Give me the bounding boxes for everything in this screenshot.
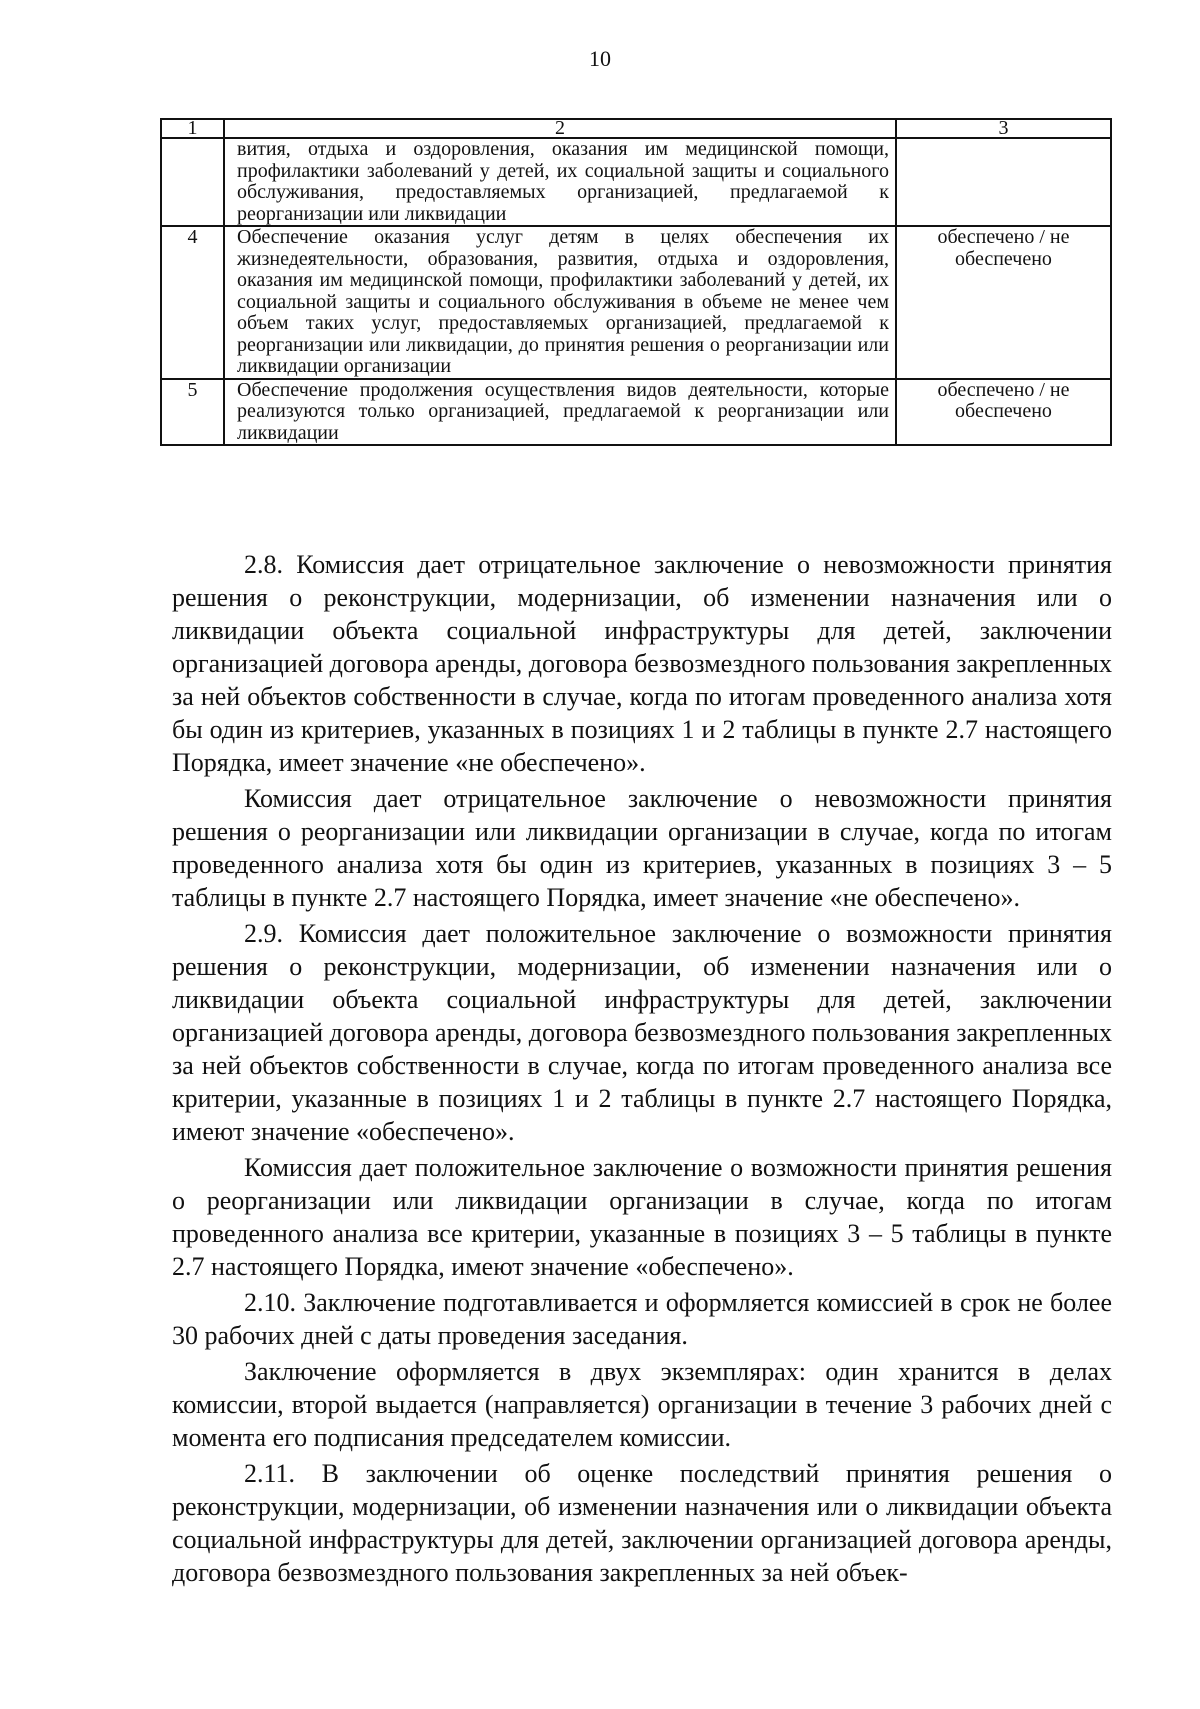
table-row <box>161 226 1111 379</box>
table-row <box>161 138 1111 226</box>
paragraph-2-10-continued: Заключение оформляется в двух экземплярах: один хранится в делах комиссии, второй выдается (направляется) организации в течение 3 рабочих дней с момента его подписания председателем комиссии. <box>172 1357 1112 1452</box>
row-value: обеспечено / не обеспечено <box>896 379 1111 446</box>
row-number: 4 <box>161 226 224 379</box>
column-header-criterion: 2 <box>224 119 896 138</box>
row-value: обеспечено / не обеспечено <box>896 226 1111 379</box>
paragraph-2-9: 2.9. Комиссия дает положительное заключение о возможности принятия решения о реконструкции, модернизации, об изменении назначения или о ликвидации объекта социальной инфраструктуры для детей, заключении организацией договора аренды, договора безвозмездного пользования закрепленных за ней объектов собственности в случае, когда по итогам проведенного анализа все критерии, указанные в позициях 1 и 2 таблицы в пункте 2.7 настоящего Порядка, имеют значение «обеспечено». <box>172 919 1112 1146</box>
paragraph-2-8: 2.8. Комиссия дает отрицательное заключение о невозможности принятия решения о реконструкции, модернизации, об изменении назначения или о ликвидации объекта социальной инфраструктуры для детей, заключении организацией договора аренды, договора безвозмездного пользования закрепленных за ней объектов собственности в случае, когда по итогам проведенного анализа хотя бы один из критериев, указанных в позициях 1 и 2 таблицы в пункте 2.7 настоящего Порядка, имеет значение «не обеспечено». <box>172 550 1112 777</box>
paragraph-2-11: 2.11. В заключении об оценке последствий принятия решения о реконструкции, модернизации, об изменении назначения или о ликвидации объекта социальной инфраструктуры для детей, заключении организацией договора аренды, договора безвозмездного пользования закрепленных за ней объек- <box>172 1459 1112 1587</box>
row-criterion: Обеспечение продолжения осуществления видов деятельности, которые реализуются только организацией, предлагаемой к реорганизации или ликвидации <box>224 379 896 446</box>
column-header-number: 1 <box>161 119 224 138</box>
row-value <box>896 138 1111 226</box>
row-number <box>161 138 224 226</box>
page-number: 10 <box>589 46 611 71</box>
criteria-table <box>160 118 1112 446</box>
row-criterion: вития, отдыха и оздоровления, оказания им медицинской помощи, профилактики заболеваний у детей, их социальной защиты и социального обслуживания, предоставляемых организацией, предлагаемой к реорганизации или ликвидации <box>224 138 896 226</box>
row-number: 5 <box>161 379 224 446</box>
document-body <box>172 548 1112 1592</box>
table-header-row <box>161 119 1111 138</box>
table-row <box>161 379 1111 446</box>
row-criterion: Обеспечение оказания услуг детям в целях обеспечения их жизнедеятельности, образования, развития, отдыха и оздоровления, оказания им медицинской помощи, профилактики заболеваний у детей, их социальной защиты и социального обслуживания в объеме не менее чем объем таких услуг, предоставляемых организацией, предлагаемой к реорганизации или ликвидации, до принятия решения о реорганизации или ликвидации организации <box>224 226 896 379</box>
paragraph-2-8-continued: Комиссия дает отрицательное заключение о невозможности принятия решения о реорганизации или ликвидации организации в случае, когда по итогам проведенного анализа хотя бы один из критериев, указанных в позициях 3 – 5 таблицы в пункте 2.7 настоящего Порядка, имеет значение «не обеспечено». <box>172 784 1112 912</box>
paragraph-2-10: 2.10. Заключение подготавливается и оформляется комиссией в срок не более 30 рабочих дней с даты проведения заседания. <box>172 1288 1112 1350</box>
paragraph-2-9-continued: Комиссия дает положительное заключение о возможности принятия решения о реорганизации или ликвидации организации в случае, когда по итогам проведенного анализа все критерии, указанные в позициях 3 – 5 таблицы в пункте 2.7 настоящего Порядка, имеют значение «обеспечено». <box>172 1153 1112 1281</box>
column-header-value: 3 <box>896 119 1111 138</box>
